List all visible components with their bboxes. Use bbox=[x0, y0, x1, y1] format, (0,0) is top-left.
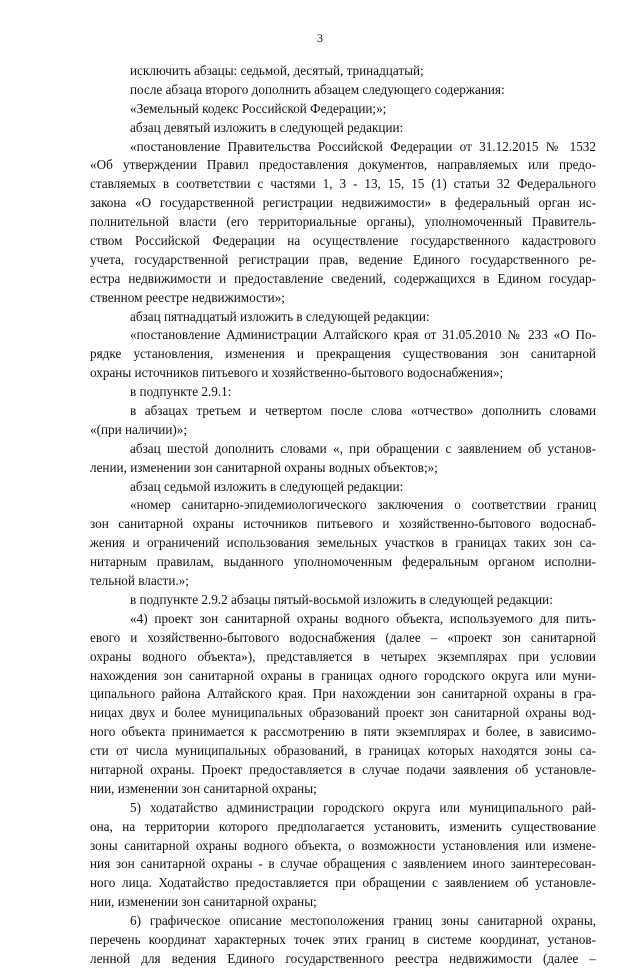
text-line: абзац седьмой изложить в следующей редакции: bbox=[130, 478, 404, 494]
text-line: тельной власти.»; bbox=[90, 573, 189, 589]
text-line: перечень координат характерных точек этих границ в системе координат, установ- bbox=[90, 931, 596, 947]
text-line: ственном реестре недвижимости»; bbox=[90, 289, 285, 305]
text-line: абзац девятый изложить в следующей редакции: bbox=[130, 119, 404, 135]
text-line: «Земельный кодекс Российской Федерации;»; bbox=[130, 100, 387, 116]
text-line: рядке установления, изменения и прекращения существования зон санитарной bbox=[90, 346, 596, 362]
text-line: 6) графическое описание местоположения границ зоны санитарной охраны, bbox=[130, 913, 596, 929]
text-line: «постановление Администрации Алтайского края от 31.05.2010 № 233 «О По- bbox=[130, 327, 596, 343]
text-line: «Об утверждении Правил предоставления документов, направляемых или предо- bbox=[90, 157, 596, 173]
text-line: ставляемых в соответствии с частями 1, 3 - 13, 15, 15 (1) статьи 32 Федерального bbox=[90, 176, 596, 192]
text-line: она, на территории которого предполагается установить, изменить существование bbox=[90, 818, 596, 834]
text-line: «номер санитарно-эпидемиологического заключения о соответствии границ bbox=[130, 497, 596, 513]
text-line: зоны санитарной охраны водного объекта, о возможности установления или измене- bbox=[90, 837, 596, 853]
text-line: нитарным правилам, выданного уполномоченным федеральным органом исполни- bbox=[90, 554, 596, 570]
text-line: закона «О государственной регистрации недвижимости» в федеральный орган ис- bbox=[90, 195, 596, 211]
text-line: «4) проект зон санитарной охраны водного объекта, используемого для пить- bbox=[130, 610, 596, 626]
text-line: в подпункте 2.9.1: bbox=[130, 384, 232, 400]
text-line: учета, государственной регистрации прав, ведение Единого государственного ре- bbox=[90, 251, 596, 267]
text-line: в подпункте 2.9.2 абзацы пятый-восьмой изложить в следующей редакции: bbox=[130, 591, 553, 607]
text-line: ного лица. Ходатайство предоставляется при обращении с заявлением об установле- bbox=[90, 875, 596, 891]
text-line: нии, изменении зон санитарной охраны; bbox=[90, 780, 317, 796]
text-line: естра недвижимости и предоставление сведений, содержащихся в Едином государ- bbox=[90, 270, 596, 286]
text-line: ципального района Алтайского края. При нахождении зон санитарной охраны в гра- bbox=[90, 686, 596, 702]
text-line: нии, изменении зон санитарной охраны; bbox=[90, 894, 317, 910]
text-line: абзац пятнадцатый изложить в следующей редакции: bbox=[130, 308, 430, 324]
text-line: ницах двух и более муниципальных образований проект зон санитарной охраны вод- bbox=[90, 705, 596, 721]
text-line: сти от числа муниципальных образований, в границах которых находятся зоны са- bbox=[90, 743, 596, 759]
text-line: евого и хозяйственно-бытового водоснабжения (далее – «проект зон санитарной bbox=[90, 629, 596, 645]
text-line: жения и ограничений использования земельных участков в границах таких зон са- bbox=[90, 535, 596, 551]
text-line: лении, изменении зон санитарной охраны водных объектов;»; bbox=[90, 459, 438, 475]
page-number: 3 bbox=[317, 31, 323, 45]
text-line: абзац шестой дополнить словами «, при обращении с заявлением об установ- bbox=[130, 440, 596, 456]
text-line: ного объекта принимается к рассмотрению в пяти экземплярах и более, в зависимо- bbox=[90, 724, 596, 740]
text-line: ством Российской Федерации на осуществление государственного кадастрового bbox=[90, 233, 596, 249]
text-line: охраны источников питьевого и хозяйственно-бытового водоснабжения»; bbox=[90, 365, 504, 381]
text-line: «постановление Правительства Российской Федерации от 31.12.2015 № 1532 bbox=[130, 138, 596, 154]
text-line: ния зон санитарной охраны - в случае обращения с заявлением иного заинтересован- bbox=[90, 856, 596, 872]
text-line: полнительной власти (его территориальные органы), уполномоченный Правитель- bbox=[90, 214, 596, 230]
document-body bbox=[90, 62, 596, 969]
text-line: 5) ходатайство администрации городского округа или муниципального рай- bbox=[130, 799, 596, 815]
text-line: ленной для ведения Единого государственного реестра недвижимости (далее – bbox=[90, 950, 596, 966]
text-line: «(при наличии)»; bbox=[90, 421, 188, 437]
text-line: нахождения зон санитарной охраны в границах одного городского округа или муни- bbox=[90, 667, 596, 683]
text-line: исключить абзацы: седьмой, десятый, тринадцатый; bbox=[130, 63, 424, 78]
text-line: зон санитарной охраны источников питьевого и хозяйственно-бытового водоснаб- bbox=[90, 516, 596, 532]
text-line: после абзаца второго дополнить абзацем следующего содержания: bbox=[130, 81, 505, 97]
text-line: нитарной охраны. Проект предоставляется в случае подачи заявления об установле- bbox=[90, 761, 596, 777]
text-line: охраны водного объекта»), представляется в четырех экземплярах при условии bbox=[90, 648, 596, 664]
text-line: в абзацах третьем и четвертом после слова «отчество» дополнить словами bbox=[130, 403, 596, 419]
